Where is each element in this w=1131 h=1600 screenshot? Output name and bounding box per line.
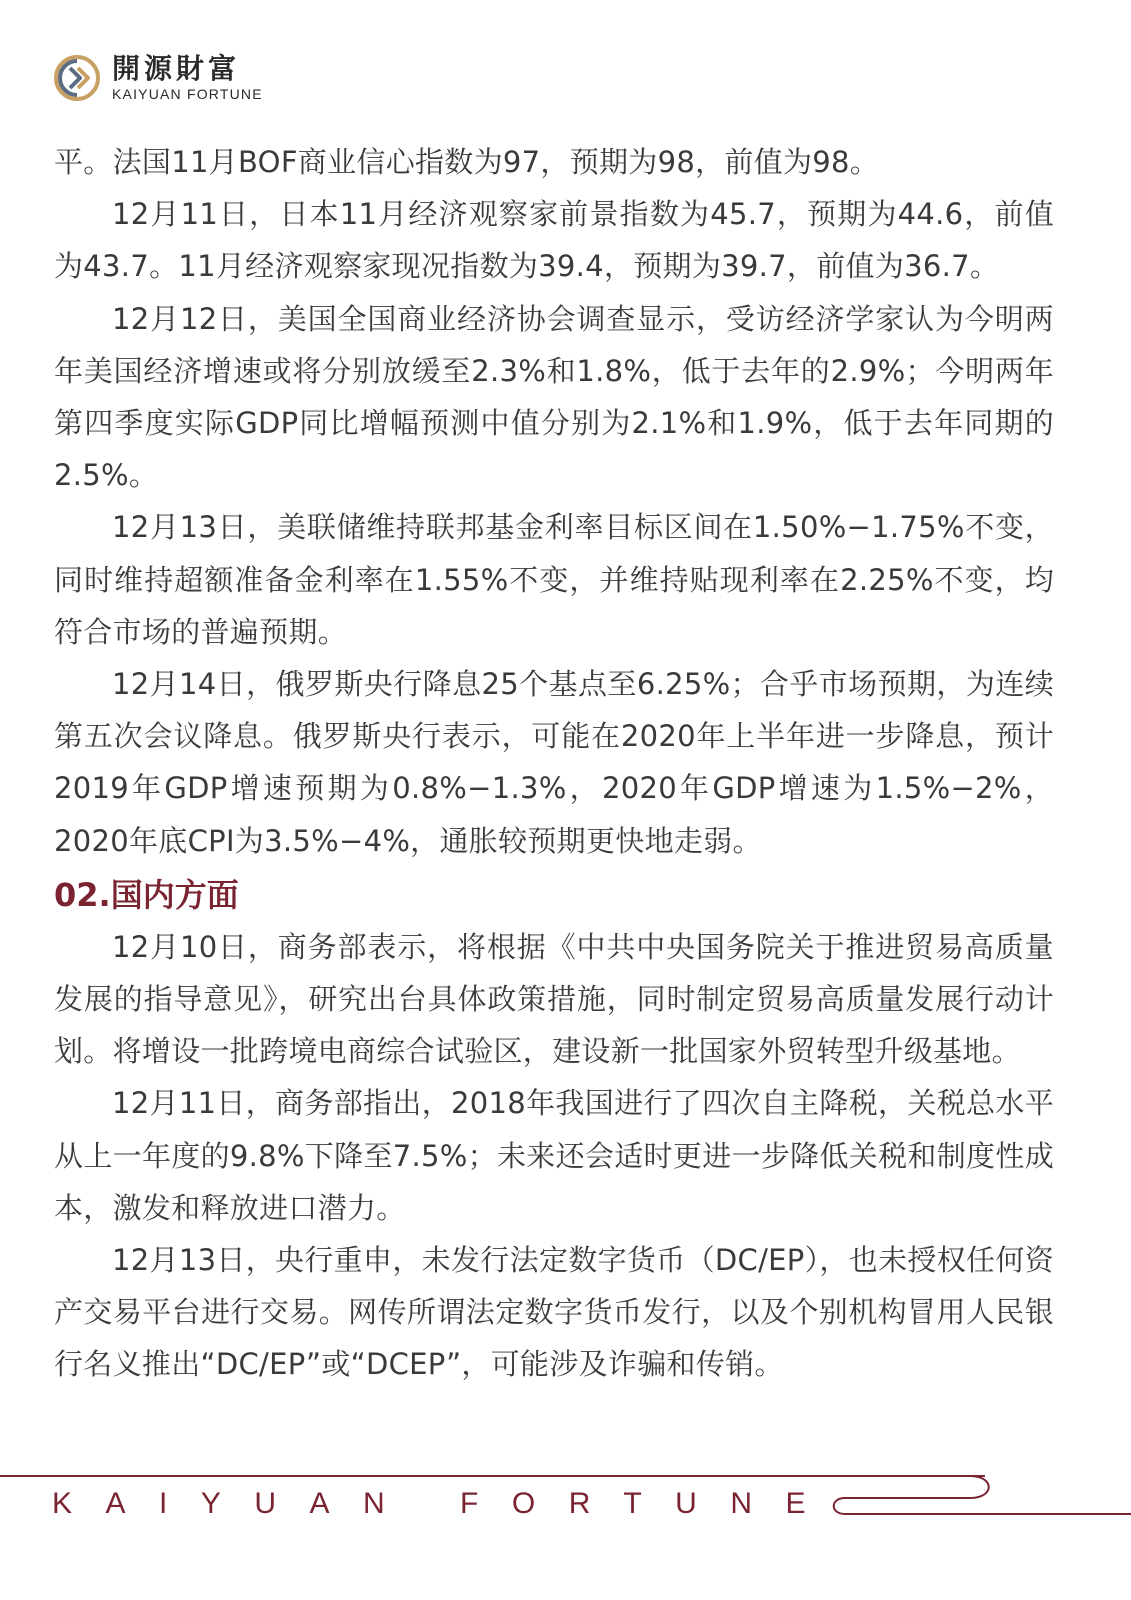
paragraph-pboc-digital-currency: 12月13日，央行重申，未发行法定数字货币（DC/EP），也未授权任何资产交易平台进行交易。网传所谓法定数字货币发行，以及个别机构冒用人民银行名义推出“DC/EP”或“DCEP”，可能涉及诈骗和传销。 xyxy=(54,1243,1054,1382)
logo-chinese-name: 開源財富 xyxy=(112,52,241,85)
paragraph-fed-rate-decision: 12月13日，美联储维持联邦基金利率目标区间在1.50%−1.75%不变，同时维持超额准备金利率在1.55%不变，并维持贴现利率在2.25%不变，均符合市场的普遍预期。 xyxy=(54,510,1054,649)
paragraph-mofcom-trade: 12月10日，商务部表示，将根据《中共中央国务院关于推进贸易高质量发展的指导意见》，研究出台具体政策措施，同时制定贸易高质量发展行动计划。将增设一批跨境电商综合试验区，建设新一批国家外贸转型升级基地。 xyxy=(54,929,1054,1069)
logo-text xyxy=(112,53,263,103)
kaiyuan-logo-icon xyxy=(52,53,102,103)
brand-logo xyxy=(52,50,263,106)
logo-english-name: KAIYUAN FORTUNE xyxy=(112,86,263,102)
footer-brand-text: KAIYUAN FORTUNE xyxy=(52,1487,839,1520)
footer-swoosh-decoration xyxy=(820,1470,1131,1522)
paragraph-russia-rate-cut: 12月14日，俄罗斯央行降息25个基点至6.25%；合乎市场预期，为连续第五次会议降息。俄罗斯央行表示，可能在2020年上半年进一步降息，预计2019年GDP增速预期为0.8%−1.3%，2020年GDP增速为1.5%−2%，2020年底CPI为3.5%−4%，通胀较预期更快地走弱。 xyxy=(54,667,1054,858)
article-body xyxy=(54,136,1054,1391)
paragraph-continued: 平。法国11月BOF商业信心指数为97，预期为98，前值为98。 xyxy=(54,145,880,179)
paragraph-japan-economy-watchers: 12月11日，日本11月经济观察家前景指数为45.7，预期为44.6，前值为43.7。11月经济观察家现况指数为39.4，预期为39.7，前值为36.7。 xyxy=(54,197,1054,284)
paragraph-us-nabe-survey: 12月12日，美国全国商业经济协会调查显示，受访经济学家认为今明两年美国经济增速或将分别放缓至2.3%和1.8%，低于去年的2.9%；今明两年第四季度实际GDP同比增幅预测中值分别为2.1%和1.9%，低于去年同期的2.5%。 xyxy=(54,301,1054,493)
section-title-domestic: 02.国内方面 xyxy=(54,875,239,914)
paragraph-mofcom-tariff: 12月11日，商务部指出，2018年我国进行了四次自主降税，关税总水平从上一年度的9.8%下降至7.5%；未来还会适时更进一步降低关税和制度性成本，激发和释放进口潜力。 xyxy=(54,1086,1054,1225)
